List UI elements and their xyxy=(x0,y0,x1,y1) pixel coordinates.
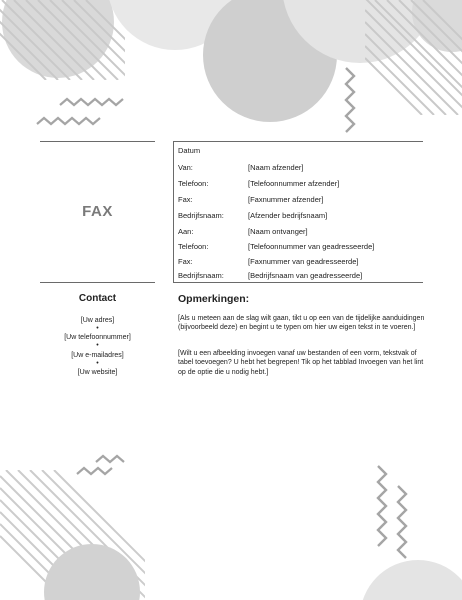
contact-separator: • xyxy=(96,342,99,349)
field-label: Bedrijfsnaam: xyxy=(178,271,224,280)
divider-line xyxy=(173,141,174,282)
zigzag-shape xyxy=(346,68,354,132)
zigzag-shape xyxy=(37,118,100,124)
contact-email[interactable]: [Uw e-mailadres] xyxy=(71,352,124,359)
divider-line xyxy=(40,141,155,142)
field-label: Telefoon: xyxy=(178,242,209,251)
field-value[interactable]: [Naam ontvanger] xyxy=(248,227,308,236)
zigzag-shape xyxy=(378,466,386,546)
remarks-paragraph[interactable]: [Als u meteen aan de slag wilt gaan, tikt u op een van de tijdelijke aanduidingen (bijvoorbeeld deze) en begint u te typen om hier uw eigen tekst in te voeren.] xyxy=(178,315,425,332)
field-value[interactable]: [Telefoonnummer afzender] xyxy=(248,179,340,188)
contact-separator: • xyxy=(96,360,99,367)
field-label: Telefoon: xyxy=(178,179,209,188)
contact-website[interactable]: [Uw website] xyxy=(77,369,118,376)
contact-heading: Contact xyxy=(78,293,117,304)
field-label: Fax: xyxy=(178,195,193,204)
date-field[interactable]: Datum xyxy=(178,146,201,155)
zigzag-shape xyxy=(60,99,123,105)
page-title: FAX xyxy=(82,203,113,220)
divider-line xyxy=(173,141,423,142)
field-value[interactable]: [Telefoonnummer van geadresseerde] xyxy=(248,242,375,251)
field-label: Aan: xyxy=(178,227,194,236)
contact-separator: • xyxy=(96,325,99,332)
zigzag-shape xyxy=(77,468,112,474)
contact-address[interactable]: [Uw adres] xyxy=(80,317,115,324)
zigzag-shape xyxy=(398,486,406,558)
contact-phone[interactable]: [Uw telefoonnummer] xyxy=(64,334,131,341)
divider-line xyxy=(40,282,155,283)
remarks-heading: Opmerkingen: xyxy=(178,293,250,305)
field-value[interactable]: [Faxnummer van geadresseerde] xyxy=(248,257,359,266)
field-value[interactable]: [Afzender bedrijfsnaam] xyxy=(248,211,328,220)
field-value[interactable]: [Faxnummer afzender] xyxy=(248,195,324,204)
field-label: Fax: xyxy=(178,257,193,266)
field-value[interactable]: [Bedrijfsnaam van geadresseerde] xyxy=(248,271,363,280)
remarks-paragraph[interactable]: [Wilt u een afbeelding invoegen vanaf uw bestanden of een vorm, tekstvak of tabel toevoegen? U hebt het begrepen! Tik op het tabblad Invoegen van het lint op de optie die u nodig hebt.] xyxy=(178,350,424,376)
zigzag-shape xyxy=(96,456,124,462)
field-label: Van: xyxy=(178,163,193,172)
field-value[interactable]: [Naam afzender] xyxy=(248,163,304,172)
circle-shape xyxy=(360,560,462,600)
divider-line xyxy=(173,282,423,283)
field-label: Bedrijfsnaam: xyxy=(178,211,224,220)
